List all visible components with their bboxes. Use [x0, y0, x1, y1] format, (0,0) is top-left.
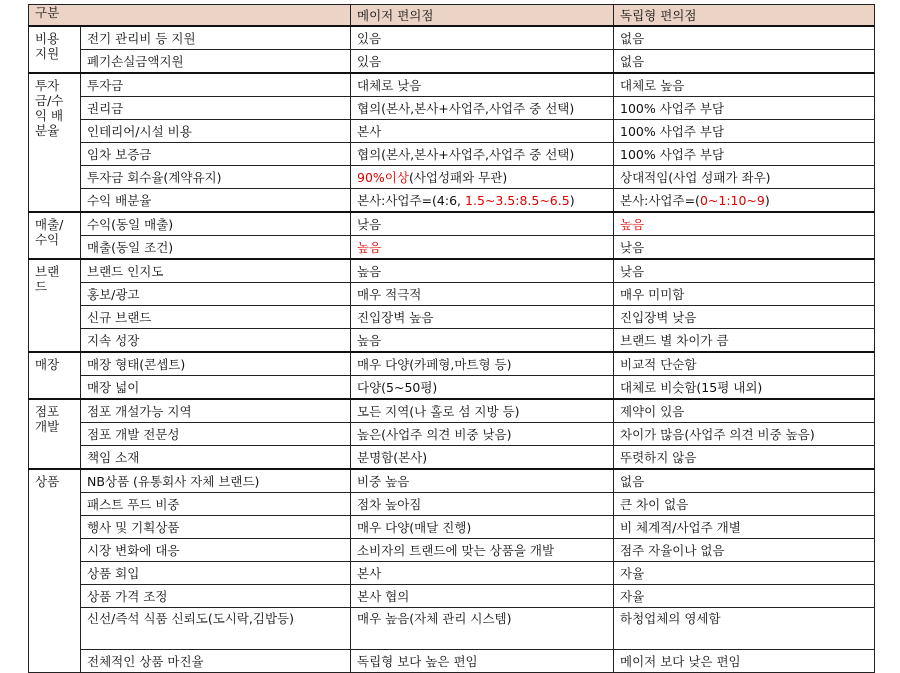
independent-cell: 없음: [614, 26, 875, 50]
table-row: [29, 352, 875, 376]
independent-cell: 매우 미미함: [614, 283, 875, 306]
major-cell: 대체로 낮음: [351, 73, 614, 97]
independent-cell: 비교적 단순함: [614, 352, 875, 376]
item-cell: 권리금: [81, 97, 351, 120]
table-row: [29, 212, 875, 236]
major-cell: 협의(본사,본사+사업주,사업주 중 선택): [351, 97, 614, 120]
item-cell: 인테리어/시설 비용: [81, 120, 351, 143]
table-row: [29, 283, 875, 306]
item-cell: 시장 변화에 대응: [81, 539, 351, 562]
major-cell: 본사: [351, 120, 614, 143]
major-cell: 본사: [351, 562, 614, 585]
highlight-text: 높음: [620, 216, 645, 232]
independent-cell: 점주 자율이나 없음: [614, 539, 875, 562]
major-cell: 협의(본사,본사+사업주,사업주 중 선택): [351, 143, 614, 166]
major-cell: 높은(사업주 의견 비중 낮음): [351, 423, 614, 446]
table-row: [29, 516, 875, 539]
table-row: [29, 446, 875, 470]
major-cell: 진입장벽 높음: [351, 306, 614, 329]
table-row: [29, 650, 875, 673]
highlight-text: 높음: [357, 239, 382, 255]
independent-cell: 하청업체의 영세함: [614, 608, 875, 650]
independent-cell: 차이가 많음(사업주 의견 비중 높음): [614, 423, 875, 446]
independent-cell: 비 체계적/사업주 개별: [614, 516, 875, 539]
major-cell: 낮음: [351, 212, 614, 236]
table-row: [29, 423, 875, 446]
major-text: ): [569, 192, 575, 208]
item-cell: 신규 브랜드: [81, 306, 351, 329]
major-cell: 다양(5~50평): [351, 376, 614, 400]
item-cell: 투자금 회수율(계약유지): [81, 166, 351, 189]
item-cell: 상품 가격 조정: [81, 585, 351, 608]
major-cell: 있음: [351, 26, 614, 50]
table-row: [29, 608, 875, 650]
major-cell: 분명함(본사): [351, 446, 614, 470]
table-row: [29, 329, 875, 353]
major-cell: 점차 높아짐: [351, 493, 614, 516]
independent-cell: 100% 사업주 부담: [614, 97, 875, 120]
item-cell: 브랜드 인지도: [81, 259, 351, 283]
item-cell: 수익 배분율: [81, 189, 351, 213]
item-cell: 상품 회입: [81, 562, 351, 585]
independent-cell: [614, 189, 875, 213]
item-cell: 폐기손실금액지원: [81, 50, 351, 74]
item-cell: 지속 성장: [81, 329, 351, 353]
item-cell: 매출(동일 조건): [81, 236, 351, 260]
item-cell: NB상품 (유통회사 자체 브랜드): [81, 469, 351, 493]
header-major: 메이저 편의점: [351, 5, 614, 27]
major-text: (사업성패와 무관): [408, 169, 508, 185]
independent-cell: 없음: [614, 469, 875, 493]
major-cell: 독립형 보다 높은 편임: [351, 650, 614, 673]
major-cell: 높음: [351, 259, 614, 283]
independent-cell: 자율: [614, 562, 875, 585]
item-cell: 매장 형태(콘셉트): [81, 352, 351, 376]
category-brand: 브랜 드: [29, 259, 81, 352]
major-cell: 있음: [351, 50, 614, 74]
table-row: [29, 399, 875, 423]
item-cell: 패스트 푸드 비중: [81, 493, 351, 516]
independent-cell: 큰 차이 없음: [614, 493, 875, 516]
category-development: 점포 개발: [29, 399, 81, 469]
independent-cell: 메이저 보다 낮은 편임: [614, 650, 875, 673]
item-cell: 전기 관리비 등 지원: [81, 26, 351, 50]
independent-cell: 자율: [614, 585, 875, 608]
highlight-text: 1.5~3.5:8.5~6.5: [465, 192, 570, 208]
highlight-text: 0~1:10~9: [699, 192, 765, 208]
table-row: [29, 236, 875, 260]
major-cell: 높음: [351, 329, 614, 353]
table-row: [29, 493, 875, 516]
major-cell: [351, 166, 614, 189]
item-cell: 점포 개발 전문성: [81, 423, 351, 446]
header-independent: 독립형 편의점: [614, 5, 875, 27]
major-cell: [351, 189, 614, 213]
independent-cell: 100% 사업주 부담: [614, 143, 875, 166]
table-row: [29, 469, 875, 493]
table-row: [29, 585, 875, 608]
category-investment: 투자 금/수 익 배 분율: [29, 73, 81, 212]
major-cell: 비중 높음: [351, 469, 614, 493]
table-row: [29, 120, 875, 143]
table-row: [29, 143, 875, 166]
independent-cell: 진입장벽 낮음: [614, 306, 875, 329]
item-cell: 전체적인 상품 마진율: [81, 650, 351, 673]
table-row: [29, 166, 875, 189]
major-text: 본사:사업주=(4:6,: [357, 192, 466, 208]
major-cell: 매우 다양(카페형,마트형 등): [351, 352, 614, 376]
independent-text: 본사:사업주=(: [620, 192, 700, 208]
item-cell: 책임 소재: [81, 446, 351, 470]
major-cell: 매우 적극적: [351, 283, 614, 306]
independent-text: ): [764, 192, 770, 208]
header-row: [29, 5, 875, 27]
independent-cell: [614, 212, 875, 236]
category-products: 상품: [29, 469, 81, 673]
table-row: [29, 73, 875, 97]
independent-cell: 제약이 있음: [614, 399, 875, 423]
table-row: [29, 306, 875, 329]
item-cell: 홍보/광고: [81, 283, 351, 306]
item-cell: 수익(동일 매출): [81, 212, 351, 236]
category-store: 매장: [29, 352, 81, 399]
item-cell: 투자금: [81, 73, 351, 97]
table-row: [29, 50, 875, 74]
item-cell: 신선/즉석 식품 신뢰도(도시락,김밥등): [81, 608, 351, 650]
independent-cell: 대체로 비슷함(15평 내외): [614, 376, 875, 400]
highlight-text: 90%이상: [357, 169, 409, 185]
major-cell: 본사 협의: [351, 585, 614, 608]
table-row: [29, 26, 875, 50]
table-row: [29, 97, 875, 120]
item-cell: 임차 보증금: [81, 143, 351, 166]
independent-cell: 대체로 높음: [614, 73, 875, 97]
independent-cell: 낮음: [614, 259, 875, 283]
header-category: 구분: [29, 5, 351, 27]
item-cell: 점포 개설가능 지역: [81, 399, 351, 423]
table-row: [29, 539, 875, 562]
major-cell: 소비자의 트랜드에 맞는 상품을 개발: [351, 539, 614, 562]
independent-cell: 없음: [614, 50, 875, 74]
category-sales: 매출/ 수익: [29, 212, 81, 259]
major-cell: 모든 지역(나 홀로 섬 지방 등): [351, 399, 614, 423]
independent-cell: 낮음: [614, 236, 875, 260]
independent-cell: 브랜드 별 차이가 큼: [614, 329, 875, 353]
table-row: [29, 189, 875, 213]
category-cost-support: 비용 지원: [29, 26, 81, 73]
table-row: [29, 376, 875, 400]
major-cell: 매우 높음(자체 관리 시스템): [351, 608, 614, 650]
independent-cell: 뚜렷하지 않음: [614, 446, 875, 470]
item-cell: 행사 및 기획상품: [81, 516, 351, 539]
major-cell: [351, 236, 614, 260]
major-cell: 매우 다양(매달 진행): [351, 516, 614, 539]
independent-cell: 100% 사업주 부담: [614, 120, 875, 143]
independent-cell: 상대적임(사업 성패가 좌우): [614, 166, 875, 189]
table-row: [29, 259, 875, 283]
table-row: [29, 562, 875, 585]
comparison-table: [28, 4, 875, 673]
item-cell: 매장 넓이: [81, 376, 351, 400]
